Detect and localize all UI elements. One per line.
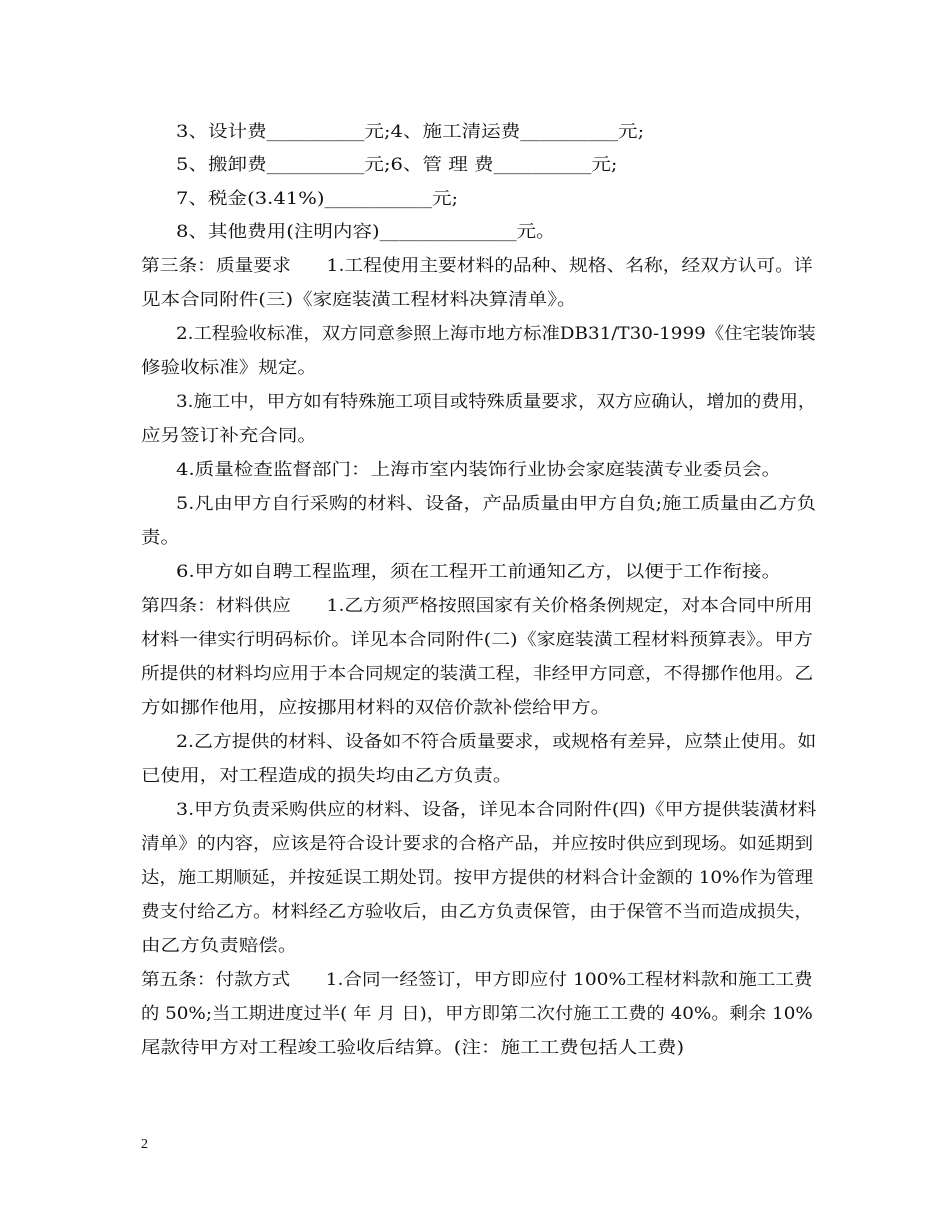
text-line: 达，施工期顺延，并按延误工期处罚。按甲方提供的材料合计金额的 10%作为管理 [141,868,814,888]
text-line: 第五条：付款方式 1.合同一经签订，甲方即应付 100%工程材料款和施工工费 [141,970,813,990]
text-line: 3、设计费__________元;4、施工清运费__________元; [176,122,645,142]
text-line: 费支付给乙方。材料经乙方验收后，由乙方负责保管，由于保管不当而造成损失， [141,902,814,922]
text-line: 方如挪作他用，应按挪用材料的双倍价款补偿给甲方。 [141,698,611,718]
text-line: 修验收标准》规定。 [141,358,317,378]
text-line: 所提供的材料均应用于本合同规定的装潢工程，非经甲方同意，不得挪作他用。乙 [141,664,814,684]
text-line: 8、其他费用(注明内容)______________元。 [176,222,556,242]
text-line: 5、搬卸费__________元;6、管 理 费__________元; [176,155,618,175]
text-line: 7、税金(3.41%)___________元; [176,189,459,209]
text-line: 6.甲方如自聘工程监理，须在工程开工前通知乙方，以便于工作衔接。 [176,562,782,582]
text-line: 第四条：材料供应 1.乙方须严格按照国家有关价格条例规定，对本合同中所用 [141,596,813,616]
page-number: 2 [141,1137,148,1152]
text-line: 已使用，对工程造成的损失均由乙方负责。 [141,766,513,786]
text-line: 3.施工中，甲方如有特殊施工项目或特殊质量要求，双方应确认，增加的费用， [176,392,817,412]
text-line: 的 50%;当工期进度过半( 年 月 日)，甲方即第二次付施工工费的 40%。剩余 10% [141,1004,813,1024]
text-line: 2.工程验收标准，双方同意参照上海市地方标准DB31/T30-1999《住宅装饰装 [176,324,816,344]
text-line: 3.甲方负责采购供应的材料、设备，详见本合同附件(四)《甲方提供装潢材料 [176,800,817,820]
text-line: 材料一律实行明码标价。详见本合同附件(二)《家庭装潢工程材料预算表》。甲方 [141,630,813,650]
text-line: 责。 [141,528,181,548]
text-line: 5.凡由甲方自行采购的材料、设备，产品质量由甲方自负;施工质量由乙方负 [176,494,816,514]
text-line: 见本合同附件(三)《家庭装潢工程材料决算清单》。 [141,290,577,310]
text-line: 尾款待甲方对工程竣工验收后结算。(注：施工工费包括人工费) [141,1038,685,1058]
text-line: 4.质量检查监督部门：上海市室内装饰行业协会家庭装潢专业委员会。 [176,460,782,480]
text-line: 2.乙方提供的材料、设备如不符合质量要求，或规格有差异，应禁止使用。如 [176,732,817,752]
text-line: 应另签订补充合同。 [141,426,317,446]
text-line: 第三条：质量要求 1.工程使用主要材料的品种、规格、名称，经双方认可。详 [141,256,813,276]
text-line: 清单》的内容，应该是符合设计要求的合格产品，并应按时供应到现场。如延期到 [141,834,814,854]
text-line: 由乙方负责赔偿。 [141,936,298,956]
